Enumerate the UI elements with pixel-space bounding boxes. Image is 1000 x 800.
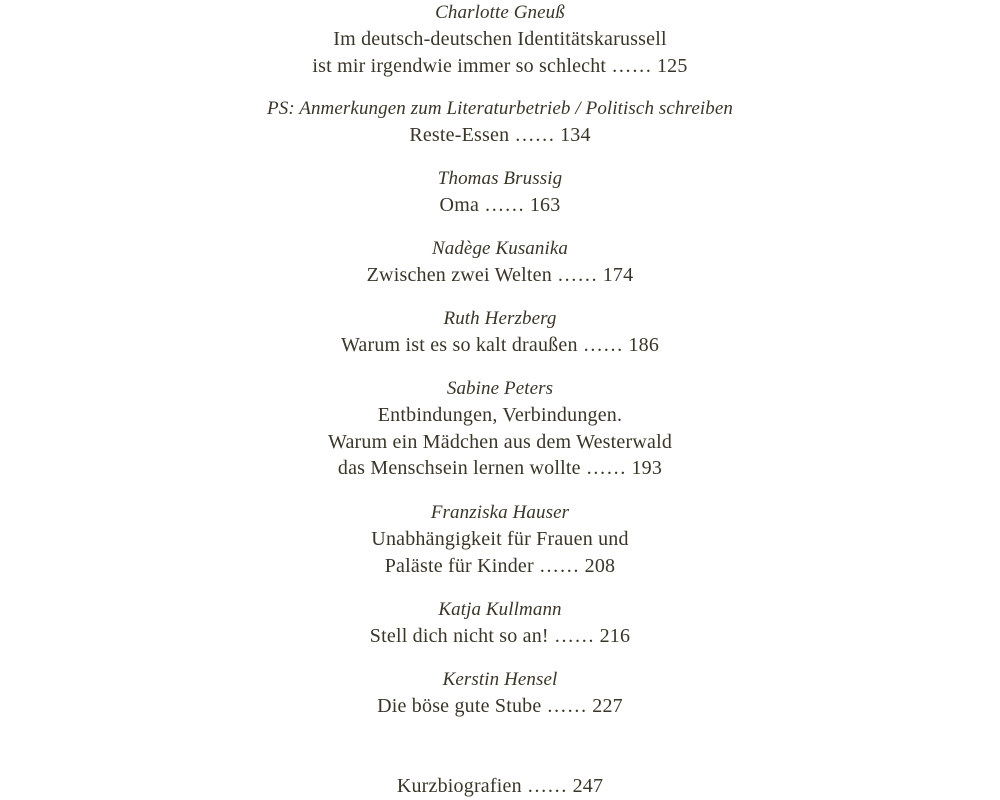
entry-title-line: Entbindungen, Verbindungen. bbox=[377, 404, 623, 426]
entry-author: Katja Kullmann bbox=[438, 599, 562, 620]
entry-author: Thomas Brussig bbox=[437, 168, 563, 189]
toc-entry-hauser bbox=[0, 500, 1000, 579]
entry-title-line: Warum ist es so kalt draußen …… 186 bbox=[340, 334, 660, 356]
entry-title-line: Oma …… 163 bbox=[439, 194, 561, 216]
entry-author: Franziska Hauser bbox=[430, 502, 570, 523]
toc-entry-gneuss bbox=[0, 0, 1000, 79]
entry-author: Charlotte Gneuß bbox=[435, 2, 565, 23]
entry-title-line: Reste-Essen …… 134 bbox=[409, 124, 591, 146]
entry-title-line: Stell dich nicht so an! …… 216 bbox=[369, 625, 631, 647]
entry-author: Nadège Kusanika bbox=[431, 238, 569, 259]
entry-author: Ruth Herzberg bbox=[443, 308, 557, 329]
kurzbiografien-line: Kurzbiografien …… 247 bbox=[396, 775, 604, 797]
toc-entry-ps bbox=[0, 96, 1000, 149]
entry-title-line: das Menschsein lernen wollte …… 193 bbox=[337, 457, 663, 479]
toc-entry-hensel bbox=[0, 667, 1000, 720]
toc-entry-kusanika bbox=[0, 236, 1000, 289]
entry-title-line: Im deutsch-deutschen Identitätskarussell bbox=[333, 28, 667, 50]
entry-title-line: Warum ein Mädchen aus dem Westerwald bbox=[327, 430, 673, 453]
entry-title-line: Zwischen zwei Welten …… 174 bbox=[366, 264, 634, 286]
toc-entry-brussig bbox=[0, 166, 1000, 219]
toc-entry-herzberg bbox=[0, 306, 1000, 359]
entry-title-line: ist mir irgendwie immer so schlecht …… 125 bbox=[312, 54, 688, 77]
toc-entry-kurzbiografien bbox=[0, 773, 1000, 800]
toc-entry-peters bbox=[0, 376, 1000, 482]
entry-title-line: Unabhängigkeit für Frauen und bbox=[371, 528, 629, 550]
toc-entry-kullmann bbox=[0, 597, 1000, 650]
entry-author: PS: Anmerkungen zum Literaturbetrieb / Politisch schreiben bbox=[267, 98, 733, 119]
entry-title-line: Die böse gute Stube …… 227 bbox=[377, 695, 623, 717]
entry-author: Sabine Peters bbox=[446, 378, 554, 399]
entry-title-line: Paläste für Kinder …… 208 bbox=[384, 554, 616, 577]
entry-author: Kerstin Hensel bbox=[442, 669, 558, 690]
